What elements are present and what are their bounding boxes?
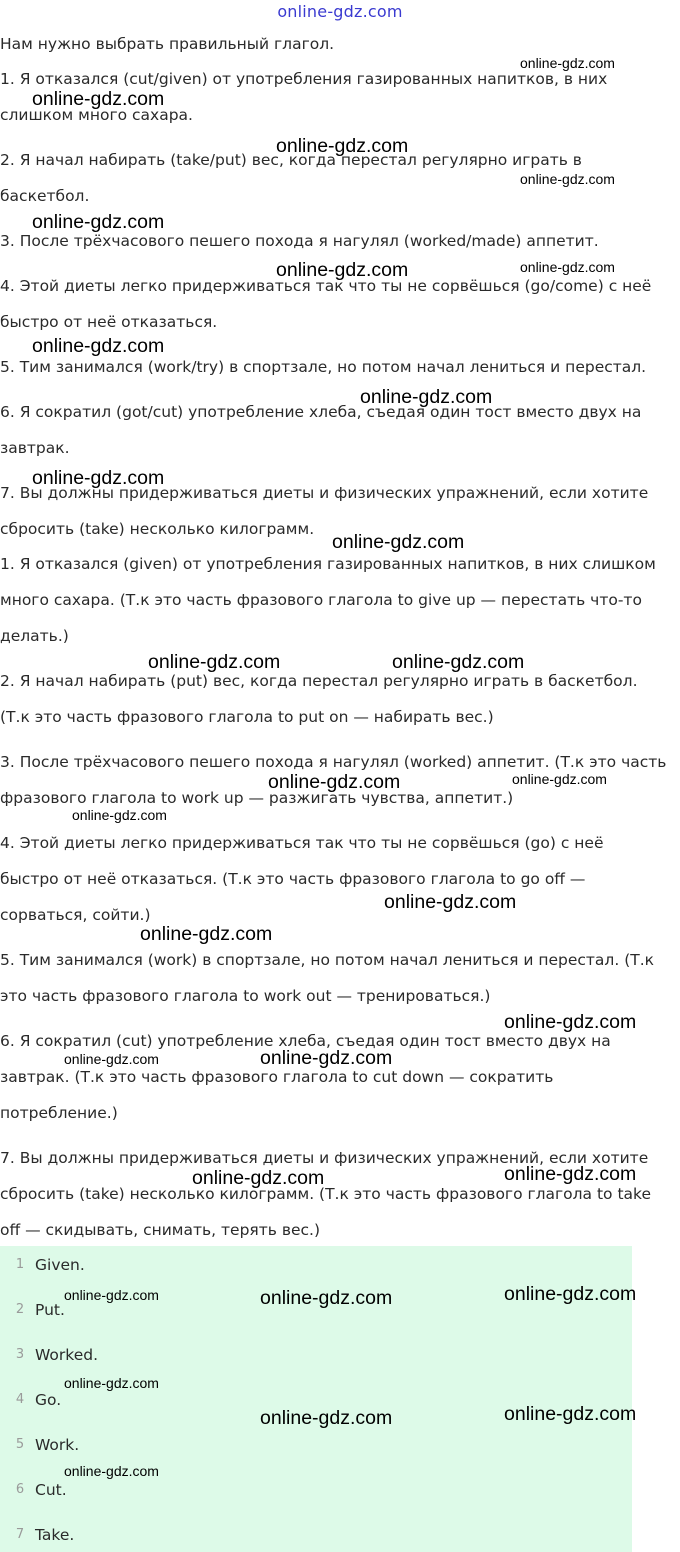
watermark: online-gdz.com: [504, 1163, 637, 1185]
explanation-line: 3. После трёхчасового пешего похода я нагулял (worked) аппетит. (Т.к это часть: [0, 753, 667, 771]
explanation-line: 5. Тим занимался (work) в спортзале, но потом начал лениться и перестал. (Т.к: [0, 951, 654, 969]
watermark: online-gdz.com: [276, 259, 409, 281]
explanation-line: 1. Я отказался (given) от употребления газированных напитков, в них слишком: [0, 555, 656, 573]
answer-number: 2: [15, 1302, 25, 1317]
explanation-line: off — скидывать, снимать, терять вес.): [0, 1221, 321, 1239]
watermark: online-gdz.com: [32, 467, 165, 489]
intro-text: Нам нужно выбрать правильный глагол.: [0, 35, 335, 53]
watermark: online-gdz.com: [520, 55, 615, 71]
watermark: online-gdz.com: [520, 171, 615, 187]
answer-number: 7: [15, 1527, 25, 1542]
explanation-line: это часть фразового глагола to work out — тренироваться.): [0, 987, 491, 1005]
watermark: online-gdz.com: [64, 1463, 159, 1479]
watermark: online-gdz.com: [392, 651, 525, 673]
question-line: баскетбол.: [0, 187, 90, 205]
watermark: online-gdz.com: [260, 1407, 393, 1429]
explanation-line: 7. Вы должны придерживаться диеты и физических упражнений, если хотите: [0, 1149, 649, 1167]
answer-number: 3: [15, 1347, 25, 1362]
answer-number: 6: [15, 1482, 25, 1497]
watermark: online-gdz.com: [140, 923, 273, 945]
explanation-line: фразового глагола to work up — разжигать чувства, аппетит.): [0, 789, 514, 807]
watermark: online-gdz.com: [260, 1047, 393, 1069]
watermark: online-gdz.com: [504, 1283, 637, 1305]
answer-text: Work.: [35, 1436, 80, 1454]
explanation-line: 4. Этой диеты легко придерживаться так что ты не сорвёшься (go) с неё: [0, 834, 604, 852]
answer-text: Given.: [35, 1256, 85, 1274]
watermark: online-gdz.com: [148, 651, 281, 673]
watermark: online-gdz.com: [64, 1287, 159, 1303]
explanation-line: (Т.к это часть фразового глагола to put on — набирать вес.): [0, 708, 494, 726]
explanation-line: быстро от неё отказаться. (Т.к это часть фразового глагола to go off —: [0, 870, 586, 888]
watermark: online-gdz.com: [32, 88, 165, 110]
question-line: сбросить (take) несколько килограмм.: [0, 520, 315, 538]
answer-number: 5: [15, 1437, 25, 1452]
explanation-line: сорваться, сойти.): [0, 906, 151, 924]
explanation-line: завтрак. (Т.к это часть фразового глагола to cut down — сократить: [0, 1068, 554, 1086]
watermark: online-gdz.com: [268, 771, 401, 793]
watermark: online-gdz.com: [384, 891, 517, 913]
explanation-line: потребление.): [0, 1104, 118, 1122]
question-line: 5. Тим занимался (work/try) в спортзале, но потом начал лениться и перестал.: [0, 358, 647, 376]
site-watermark-top: online-gdz.com: [277, 2, 403, 21]
watermark: online-gdz.com: [192, 1167, 325, 1189]
watermark: online-gdz.com: [64, 1051, 159, 1067]
watermark: online-gdz.com: [332, 531, 465, 553]
answer-number: 1: [15, 1257, 25, 1272]
question-line: слишком много сахара.: [0, 106, 193, 124]
explanation-line: 2. Я начал набирать (put) вес, когда перестал регулярно играть в баскетбол.: [0, 672, 638, 690]
watermark: online-gdz.com: [32, 211, 165, 233]
question-line: 4. Этой диеты легко придерживаться так что ты не сорвёшься (go/come) с неё: [0, 277, 652, 295]
watermark: online-gdz.com: [64, 1375, 159, 1391]
watermark: online-gdz.com: [520, 259, 615, 275]
watermark: online-gdz.com: [504, 1011, 637, 1033]
question-line: 1. Я отказался (cut/given) от употребления газированных напитков, в них: [0, 70, 608, 88]
watermark: online-gdz.com: [260, 1287, 393, 1309]
answer-text: Take.: [35, 1526, 75, 1544]
answer-text: Cut.: [35, 1481, 67, 1499]
answer-text: Go.: [35, 1391, 62, 1409]
answer-text: Worked.: [35, 1346, 98, 1364]
question-line: быстро от неё отказаться.: [0, 313, 218, 331]
watermark: online-gdz.com: [32, 335, 165, 357]
question-line: 7. Вы должны придерживаться диеты и физических упражнений, если хотите: [0, 484, 649, 502]
question-line: завтрак.: [0, 439, 70, 457]
question-line: 2. Я начал набирать (take/put) вес, когда перестал регулярно играть в: [0, 151, 582, 169]
watermark: online-gdz.com: [276, 135, 409, 157]
explanation-line: делать.): [0, 627, 69, 645]
explanation-line: 6. Я сократил (cut) употребление хлеба, съедая один тост вместо двух на: [0, 1032, 611, 1050]
watermark: online-gdz.com: [512, 771, 607, 787]
question-line: 6. Я сократил (got/cut) употребление хлеба, съедая один тост вместо двух на: [0, 403, 642, 421]
answer-text: Put.: [35, 1301, 65, 1319]
answer-number: 4: [15, 1392, 25, 1407]
watermark: online-gdz.com: [72, 807, 167, 823]
explanation-line: много сахара. (Т.к это часть фразового глагола to give up — перестать что-то: [0, 591, 642, 609]
watermark: online-gdz.com: [360, 386, 493, 408]
question-line: 3. После трёхчасового пешего похода я нагулял (worked/made) аппетит.: [0, 232, 599, 250]
watermark: online-gdz.com: [504, 1403, 637, 1425]
explanation-line: сбросить (take) несколько килограмм. (Т.к это часть фразового глагола to take: [0, 1185, 652, 1203]
